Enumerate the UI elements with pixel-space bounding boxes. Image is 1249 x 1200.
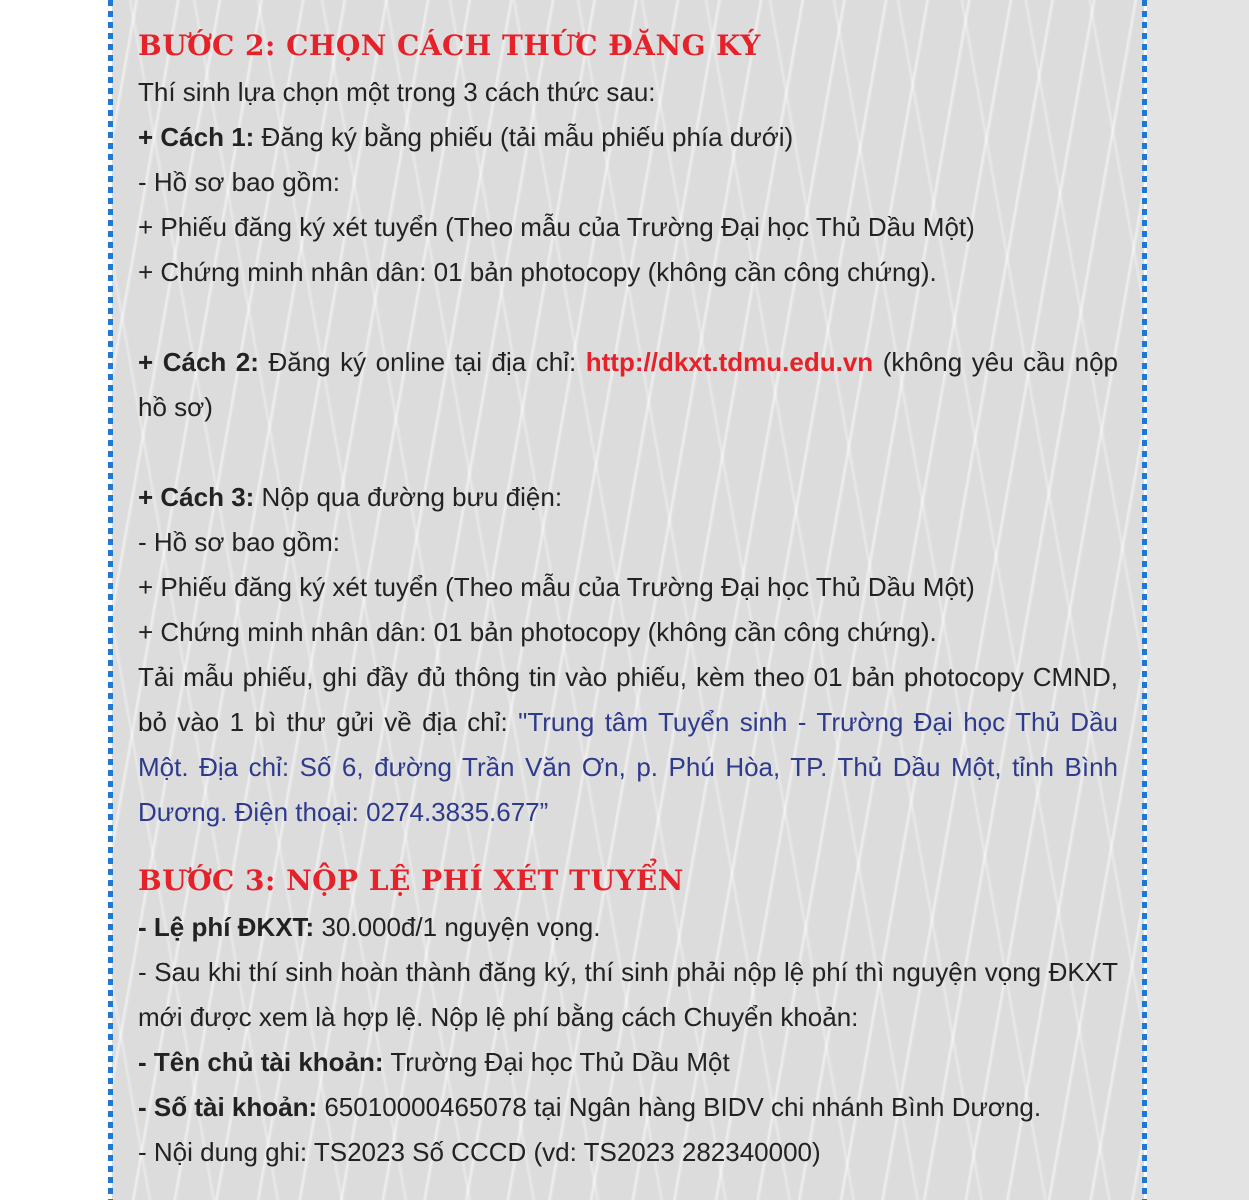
method2-text: Đăng ký online tại địa chỉ: [258, 347, 586, 377]
right-margin [1147, 0, 1249, 1200]
step2-intro: Thí sinh lựa chọn một trong 3 cách thức sau: [138, 77, 656, 107]
method3-label: + Cách 3: [138, 482, 255, 512]
account-name-value: Trường Đại học Thủ Dầu Một [383, 1047, 730, 1077]
account-number-line [138, 1085, 1118, 1130]
method1-doc2: + Chứng minh nhân dân: 01 bản photocopy (không cần công chứng). [138, 257, 937, 287]
dotted-border-left [108, 0, 113, 1200]
account-name-label: - Tên chủ tài khoản: [138, 1047, 384, 1077]
step2-title: BƯỚC 2: CHỌN CÁCH THỨC ĐĂNG KÝ [138, 29, 761, 62]
method3-doc2: + Chứng minh nhân dân: 01 bản photocopy (không cần công chứng). [138, 617, 937, 647]
method3-line [138, 475, 1118, 520]
transfer-content-note: - Nội dung ghi: TS2023 Số CCCD (vd: TS2023 282340000) [138, 1137, 821, 1167]
method1-docs-heading: - Hồ sơ bao gồm: [138, 167, 341, 197]
method1-line [138, 115, 1118, 160]
step3-title: BƯỚC 3: NỘP LỆ PHÍ XÉT TUYỂN [138, 864, 684, 897]
fee-value: 30.000đ/1 nguyện vọng. [314, 912, 601, 942]
method3-text: Nộp qua đường bưu điện: [254, 482, 563, 512]
mailing-address: "Trung tâm Tuyển sinh - Trường Đại học Thủ Dầu Một. Địa chỉ: Số 6, đường Trần Văn Ơn, p. Phú Hòa, TP. Thủ Dầu Một, tỉnh Bình Dương. Điện thoại: 0274.3835.677” [138, 707, 1118, 827]
fee-label: - Lệ phí ĐKXT: [138, 912, 315, 942]
method3-doc1: + Phiếu đăng ký xét tuyển (Theo mẫu của Trường Đại học Thủ Dầu Một) [138, 572, 975, 602]
instructions-text: Tải mẫu phiếu, ghi đầy đủ thông tin vào phiếu, kèm theo 01 bản photocopy CMND, bỏ vào 1 bì thư gửi về địa chỉ: [138, 662, 1118, 737]
document-body [138, 22, 1118, 1175]
dotted-border-right [1142, 0, 1147, 1200]
method2-label: + Cách 2: [138, 347, 259, 377]
account-number-label: - Số tài khoản: [138, 1092, 318, 1122]
method3-docs-heading: - Hồ sơ bao gồm: [138, 527, 341, 557]
method2-text-after: (không yêu cầu nộp hồ sơ) [138, 347, 1118, 422]
method1-doc1: + Phiếu đăng ký xét tuyển (Theo mẫu của Trường Đại học Thủ Dầu Một) [138, 212, 975, 242]
fee-line [138, 905, 1118, 950]
registration-url-link[interactable]: http://dkxt.tdmu.edu.vn [585, 347, 874, 377]
method2-paragraph [138, 340, 1118, 430]
method1-text: Đăng ký bằng phiếu (tải mẫu phiếu phía dưới) [254, 122, 794, 152]
method3-instructions [138, 655, 1118, 835]
account-name-line [138, 1040, 1118, 1085]
method1-label: + Cách 1: [138, 122, 255, 152]
account-number-value: 65010000465078 tại Ngân hàng BIDV chi nhánh Bình Dương. [317, 1092, 1042, 1122]
fee-note: - Sau khi thí sinh hoàn thành đăng ký, thí sinh phải nộp lệ phí thì nguyện vọng ĐKXT mới được xem là hợp lệ. Nộp lệ phí bằng cách Chuyển khoản: [138, 957, 1118, 1032]
